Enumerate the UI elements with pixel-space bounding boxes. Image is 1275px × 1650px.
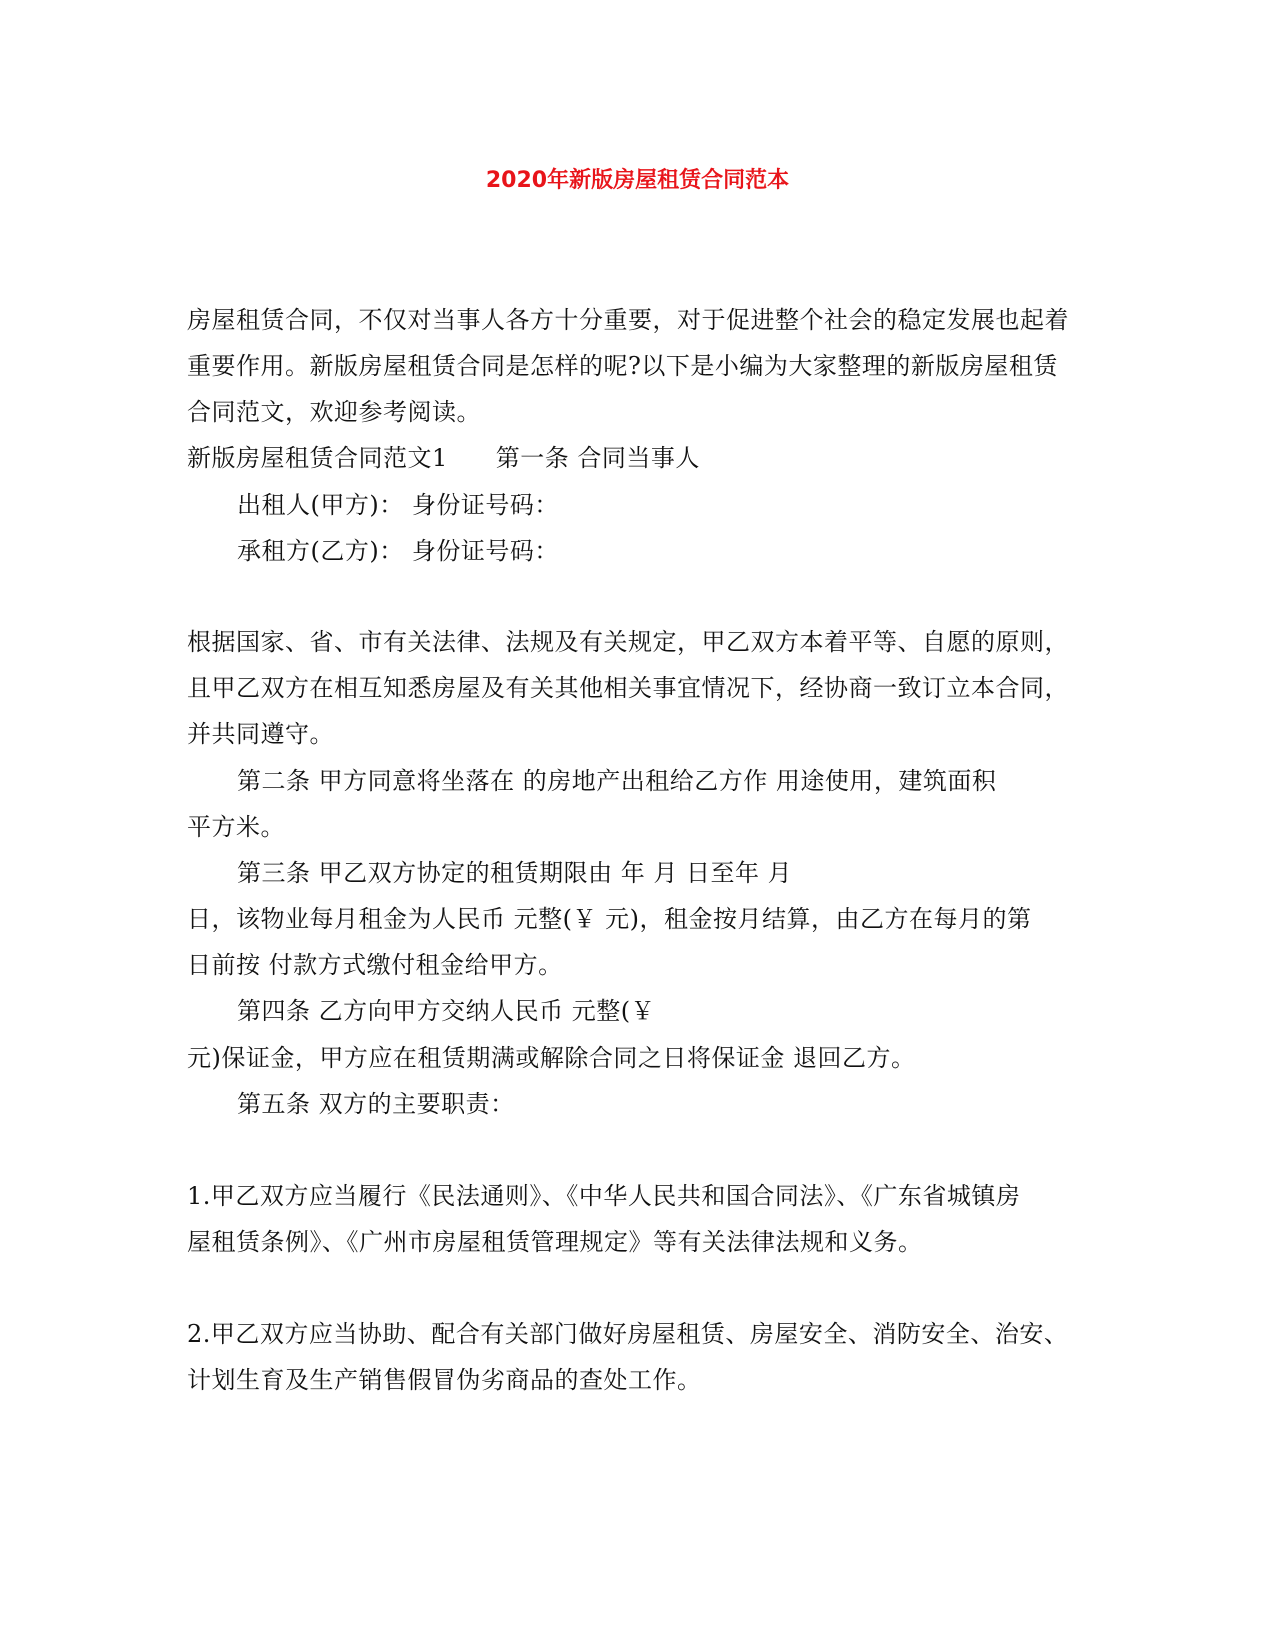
duty-1-line-2: 屋租赁条例》、《广州市房屋租赁管理规定》等有关法律法规和义务。 bbox=[187, 1228, 923, 1256]
sample-heading: 新版房屋租赁合同范文1 bbox=[187, 444, 448, 472]
article-4-line-1: 第四条 乙方向甲方交纳人民币 元整(￥ bbox=[237, 997, 656, 1025]
lessor-line: 出租人(甲方)： 身份证号码： bbox=[237, 491, 559, 519]
article-3-line-2: 日，该物业每月租金为人民币 元整(￥ 元)，租金按月结算，由乙方在每月的第 bbox=[187, 905, 1032, 933]
duty-1-line-1: 1.甲乙双方应当履行《民法通则》、《中华人民共和国合同法》、《广东省城镇房 bbox=[187, 1182, 1021, 1210]
article-5-heading: 第五条 双方的主要职责： bbox=[237, 1090, 515, 1118]
duty-2-line-1: 2.甲乙双方应当协助、配合有关部门做好房屋租赁、房屋安全、消防安全、治安、 bbox=[187, 1320, 1069, 1348]
basis-line-1: 根据国家、省、市有关法律、法规及有关规定，甲乙双方本着平等、自愿的原则， bbox=[187, 628, 1069, 656]
article-4-line-2: 元)保证金，甲方应在租赁期满或解除合同之日将保证金 退回乙方。 bbox=[187, 1044, 916, 1072]
article-2-line-1: 第二条 甲方同意将坐落在 的房地产出租给乙方作 用途使用，建筑面积 bbox=[237, 767, 997, 795]
sample-heading-line bbox=[187, 442, 700, 474]
intro-line-1: 房屋租赁合同，不仅对当事人各方十分重要，对于促进整个社会的稳定发展也起着 bbox=[187, 306, 1069, 334]
article-2-line-2: 平方米。 bbox=[187, 813, 285, 841]
duty-2-line-2: 计划生育及生产销售假冒伪劣商品的查处工作。 bbox=[187, 1366, 702, 1394]
article-1-heading: 第一条 合同当事人 bbox=[495, 444, 700, 472]
document-title: 2020年新版房屋租赁合同范本 bbox=[485, 168, 790, 193]
intro-line-3: 合同范文，欢迎参考阅读。 bbox=[187, 398, 481, 426]
article-3-line-1: 第三条 甲乙双方协定的租赁期限由 年 月 日至年 月 bbox=[237, 859, 793, 887]
article-3-line-3: 日前按 付款方式缴付租金给甲方。 bbox=[187, 951, 563, 979]
lessee-line: 承租方(乙方)： 身份证号码： bbox=[237, 537, 559, 565]
basis-line-3: 并共同遵守。 bbox=[187, 720, 334, 748]
basis-line-2: 且甲乙双方在相互知悉房屋及有关其他相关事宜情况下，经协商一致订立本合同， bbox=[187, 674, 1069, 702]
intro-line-2: 重要作用。新版房屋租赁合同是怎样的呢?以下是小编为大家整理的新版房屋租赁 bbox=[187, 352, 1058, 380]
